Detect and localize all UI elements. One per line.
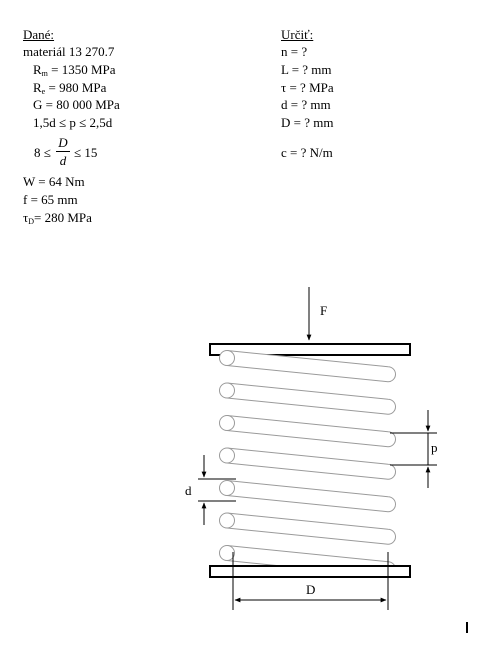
allowable-shear-line: $\tau_D= 280$ MPa — [23, 210, 92, 226]
bottom-plate — [210, 566, 410, 577]
find-d: d = ? mm — [281, 97, 331, 112]
pitch-label: p — [431, 440, 438, 455]
find-big-d: D = ? mm — [281, 115, 334, 130]
find-l: L = ? mm — [281, 62, 332, 77]
coil-section — [220, 481, 235, 496]
ratio-left: 8 ≤ — [34, 145, 51, 160]
coil-section — [220, 383, 235, 398]
ratio-right: ≤ 15 — [74, 145, 98, 160]
deflection-line: f = 65 mm — [23, 192, 78, 207]
coil-wire — [227, 448, 396, 479]
re-line: $R_e = 980$ MPa — [33, 80, 107, 96]
find-c: c = ? N/m — [281, 145, 333, 160]
ratio-denominator: d — [59, 153, 67, 168]
diameter-label: D — [306, 582, 316, 597]
material-line: materiál 13 270.7 — [23, 44, 115, 59]
coil-section — [220, 513, 235, 528]
coil-wire — [227, 383, 396, 414]
ratio-numerator: D — [58, 135, 68, 150]
coil-section — [220, 448, 235, 463]
coil-section — [220, 351, 235, 366]
coil-wire — [227, 481, 396, 512]
shear-modulus-line: G = 80 000 MPa — [33, 97, 120, 112]
coil-section — [220, 546, 235, 561]
find-title: Určiť: — [281, 27, 314, 42]
force-label: F — [320, 303, 328, 318]
coil-section — [220, 416, 235, 431]
pitch-range-line: 1,5d ≤ p ≤ 2,5d — [33, 115, 113, 130]
spring-coils — [220, 351, 396, 577]
coil-wire — [227, 513, 396, 544]
work-line: W = 64 Nm — [23, 174, 85, 189]
find-tau: τ = ? MPa — [281, 80, 334, 95]
coil-wire — [227, 416, 396, 447]
given-title: Dané: — [23, 27, 55, 42]
text-cursor — [466, 622, 468, 633]
find-n: n = ? — [281, 44, 308, 59]
wire-diameter-label: d — [185, 483, 192, 498]
rm-line: $R_m = 1350$ MPa — [33, 62, 116, 78]
